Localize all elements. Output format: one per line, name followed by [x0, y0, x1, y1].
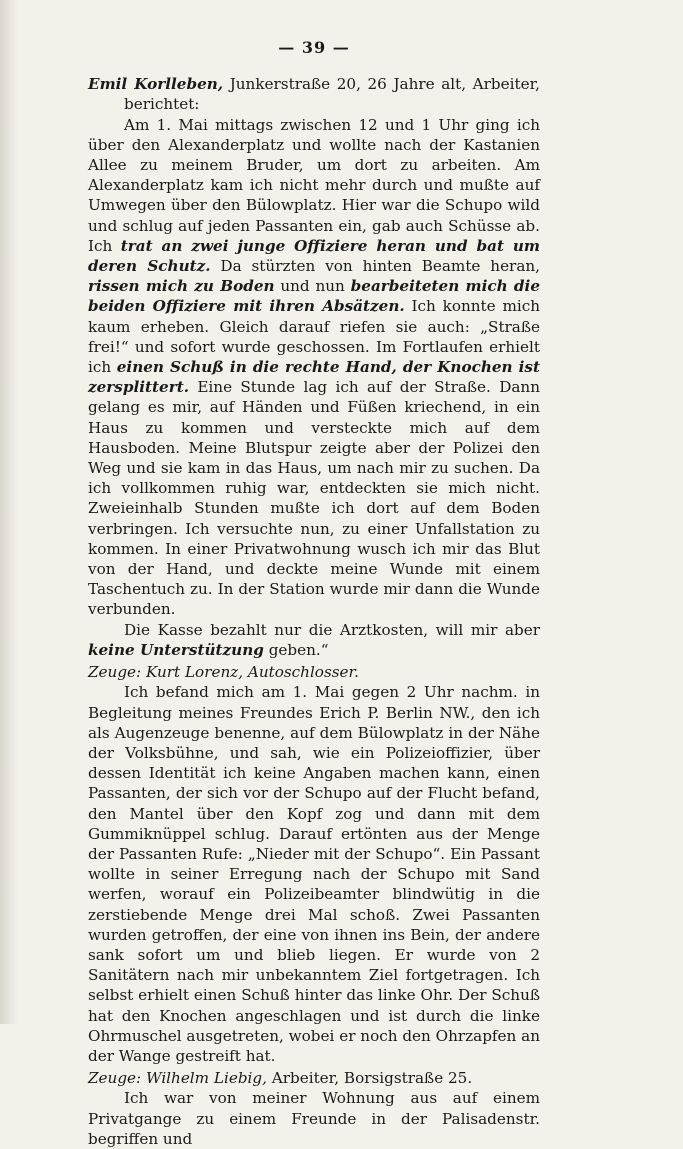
- witness-label: Zeuge: Kurt Lorenz, Autoschlosser.: [88, 663, 359, 682]
- text-run: geben.“: [263, 640, 329, 659]
- witness-intro: Junkerstraße 20, 26 Jahre alt, Arbeiter, berichtet:: [124, 75, 540, 114]
- emphasis-text: bearbeiteten mich die beiden Offiziere mit ihren Absätzen.: [88, 277, 540, 316]
- witness-name: Emil Korlleben,: [88, 75, 224, 94]
- report-paragraph: [88, 115, 540, 620]
- report-paragraph: Ich befand mich am 1. Mai gegen 2 Uhr nachm. in Begleitung meines Freundes Erich P. Berlin NW., den ich als Augenzeuge benenne, auf dem Bülowplatz in der Nähe der Volksbühne, und sah, wie ein Polizeioffizier, über dessen Identität ich keine Angaben machen kann, einen Passanten, der sich vor der Schupo auf der Flucht befand, den Mantel über den Kopf zog und dann mit dem Gummiknüppel schlug. Darauf ertönten aus der Menge der Passanten Rufe: „Nieder mit der Schupo“. Ein Passant wollte in seiner Erregung nach der Schupo mit Sand werfen, worauf ein Polizeibeamter blindwütig in die zerstiebende Menge drei Mal schoß. Zwei Passanten wurden getroffen, der eine von ihnen ins Bein, der andere sank sofort um und blieb liegen. Er wurde von 2 Sanitätern nach mir unbekanntem Ziel fortgetragen. Ich selbst erhielt einen Schuß hinter das linke Ohr. Der Schuß hat den Knochen angeschlagen und ist durch die linke Ohrmuschel ausgetreten, wobei er noch den Ohrzapfen an der Wange gestreift hat.: [88, 683, 540, 1065]
- text-run: Eine Stunde lag ich auf der Straße. Dann gelang es mir, auf Händen und Füßen kriechend, in ein Haus zu kommen und versteckte mich auf dem Hausboden. Meine Blutspur zeigte aber der Polizei den Weg und sie kam in das Haus, um nach mir zu suchen. Da ich vollkommen ruhig war, entdeckten sie mich nicht. Zweieinhalb Stunden mußte ich dort auf dem Boden verbringen. Ich versuchte nun, zu einer Unfallstation zu kommen. In einer Privatwohnung wusch ich mir das Blut von der Hand, und deckte meine Wunde mit einem Taschentuch zu. In der Station wurde mir dann die Wunde verbunden.: [88, 378, 540, 619]
- emphasis-text: rissen mich zu Boden: [88, 277, 275, 296]
- text-run: und nun: [274, 277, 351, 296]
- report-paragraph: Ich war von meiner Wohnung aus auf einem Privatgange zu einem Freunde in der Palisadenstr. begriffen und: [88, 1089, 540, 1148]
- witness-details: Arbeiter, Borsigstraße 25.: [266, 1069, 473, 1088]
- report-paragraph: [88, 620, 540, 660]
- emphasis-text: einen Schuß in die rechte Hand, der Knochen ist zersplittert.: [88, 358, 540, 397]
- witness-label: [88, 1068, 540, 1088]
- emphasis-text: keine Unterstützung: [88, 640, 264, 659]
- emphasis-text: trat an zwei junge Offiziere heran und bat um deren Schutz.: [88, 236, 540, 276]
- page-number: — 39 —: [278, 38, 350, 57]
- text-run: Die Kasse bezahlt nur die Arztkosten, will mir aber: [124, 620, 540, 639]
- text-run: Am 1. Mai mittags zwischen 12 und 1 Uhr ging ich über den Alexanderplatz und wollte nach der Kastanien Allee zu meinem Bruder, um dort zu arbeiten. Am Alexanderplatz kam ich nicht mehr durch und mußte auf Umwegen über den Bülowplatz. Hier war die Schupo wild und schlug auf jeden Passanten ein, gab auch Schüsse ab. Ich: [88, 115, 540, 255]
- page-edge-shadow: [0, 0, 18, 1024]
- text-run: Ich konnte mich kaum erheben. Gleich darauf riefen sie auch: „Straße frei!“ und sofort wurde geschossen. Im Fortlaufen erhielt ich: [88, 297, 540, 377]
- page-content: [88, 38, 540, 1149]
- report-header: [88, 74, 540, 114]
- witness-name: Zeuge: Wilhelm Liebig,: [88, 1069, 267, 1088]
- text-run: Da stürzten von hinten Beamte heran,: [210, 257, 540, 276]
